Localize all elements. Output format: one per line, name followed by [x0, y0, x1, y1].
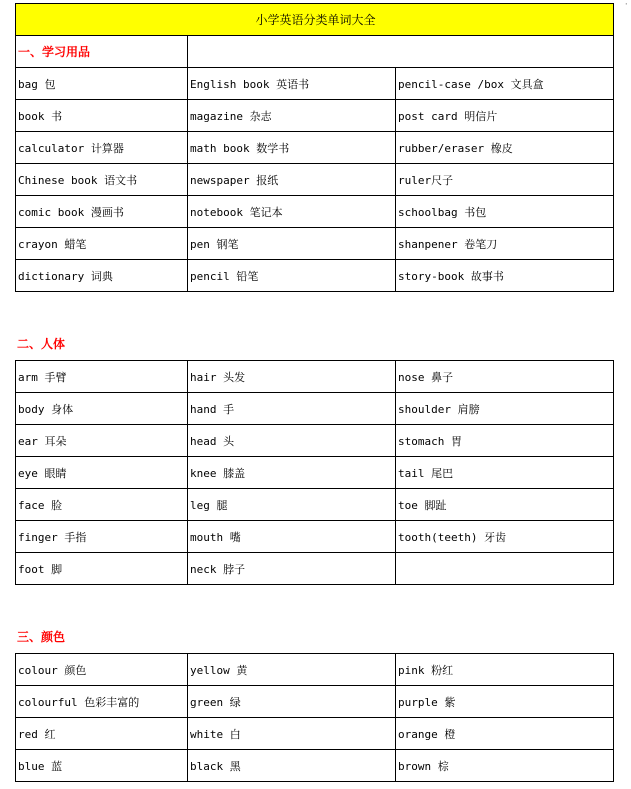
word-cell: pencil-case /box 文具盒: [396, 68, 614, 100]
word-cell: pencil 铅笔: [188, 260, 396, 292]
word-cell: shoulder 肩膀: [396, 393, 614, 425]
word-cell: hair 头发: [188, 361, 396, 393]
table-row: [16, 654, 614, 686]
word-cell: brown 棕: [396, 750, 614, 782]
word-cell: pen 钢笔: [188, 228, 396, 260]
section-2-table: [15, 360, 614, 585]
word-cell: tail 尾巴: [396, 457, 614, 489]
section-heading: 三、颜色: [17, 630, 66, 644]
word-cell: hand 手: [188, 393, 396, 425]
word-cell: white 白: [188, 718, 396, 750]
word-cell: post card 明信片: [396, 100, 614, 132]
word-cell: ear 耳朵: [16, 425, 188, 457]
word-cell: bag 包: [16, 68, 188, 100]
document-title: 小学英语分类单词大全: [16, 4, 614, 36]
word-cell: dictionary 词典: [16, 260, 188, 292]
word-cell: red 红: [16, 718, 188, 750]
corner-mark: ·: [623, 0, 629, 10]
table-row: [16, 393, 614, 425]
section-3-table: [15, 653, 614, 782]
word-cell: neck 脖子: [188, 553, 396, 585]
word-cell: colour 颜色: [16, 654, 188, 686]
word-cell: mouth 嘴: [188, 521, 396, 553]
word-cell: schoolbag 书包: [396, 196, 614, 228]
word-cell: blue 蓝: [16, 750, 188, 782]
word-cell: leg 腿: [188, 489, 396, 521]
word-cell: nose 鼻子: [396, 361, 614, 393]
section-heading: 二、人体: [17, 337, 66, 351]
word-cell: comic book 漫画书: [16, 196, 188, 228]
word-cell: foot 脚: [16, 553, 188, 585]
word-cell: Chinese book 语文书: [16, 164, 188, 196]
word-cell: yellow 黄: [188, 654, 396, 686]
word-cell: book 书: [16, 100, 188, 132]
empty-cell: [188, 36, 614, 68]
word-cell: ruler尺子: [396, 164, 614, 196]
word-cell: orange 橙: [396, 718, 614, 750]
word-cell: body 身体: [16, 393, 188, 425]
word-cell: arm 手臂: [16, 361, 188, 393]
word-cell: notebook 笔记本: [188, 196, 396, 228]
word-cell: [396, 553, 614, 585]
word-cell: story-book 故事书: [396, 260, 614, 292]
word-cell: toe 脚趾: [396, 489, 614, 521]
word-cell: math book 数学书: [188, 132, 396, 164]
word-cell: finger 手指: [16, 521, 188, 553]
word-cell: head 头: [188, 425, 396, 457]
word-cell: face 脸: [16, 489, 188, 521]
word-cell: magazine 杂志: [188, 100, 396, 132]
word-cell: colourful 色彩丰富的: [16, 686, 188, 718]
table-row: [16, 457, 614, 489]
table-row: [16, 750, 614, 782]
word-cell: pink 粉红: [396, 654, 614, 686]
table-row: [16, 361, 614, 393]
table-row: [16, 196, 614, 228]
word-cell: crayon 蜡笔: [16, 228, 188, 260]
table-row: [16, 100, 614, 132]
word-cell: calculator 计算器: [16, 132, 188, 164]
word-cell: black 黑: [188, 750, 396, 782]
word-cell: shanpener 卷笔刀: [396, 228, 614, 260]
word-cell: English book 英语书: [188, 68, 396, 100]
table-row: [16, 132, 614, 164]
word-cell: stomach 胃: [396, 425, 614, 457]
table-row: [16, 260, 614, 292]
table-row: [16, 489, 614, 521]
word-cell: purple 紫: [396, 686, 614, 718]
table-row: [16, 425, 614, 457]
word-cell: eye 眼睛: [16, 457, 188, 489]
section-heading: 一、学习用品: [16, 36, 188, 68]
word-cell: newspaper 报纸: [188, 164, 396, 196]
section-1-table: [15, 3, 614, 292]
table-row: [16, 68, 614, 100]
table-row: [16, 718, 614, 750]
table-row: [16, 553, 614, 585]
word-cell: knee 膝盖: [188, 457, 396, 489]
table-row: [16, 686, 614, 718]
table-row: [16, 164, 614, 196]
word-cell: green 绿: [188, 686, 396, 718]
word-cell: rubber/eraser 橡皮: [396, 132, 614, 164]
table-row: [16, 228, 614, 260]
word-cell: tooth(teeth) 牙齿: [396, 521, 614, 553]
table-row: [16, 521, 614, 553]
